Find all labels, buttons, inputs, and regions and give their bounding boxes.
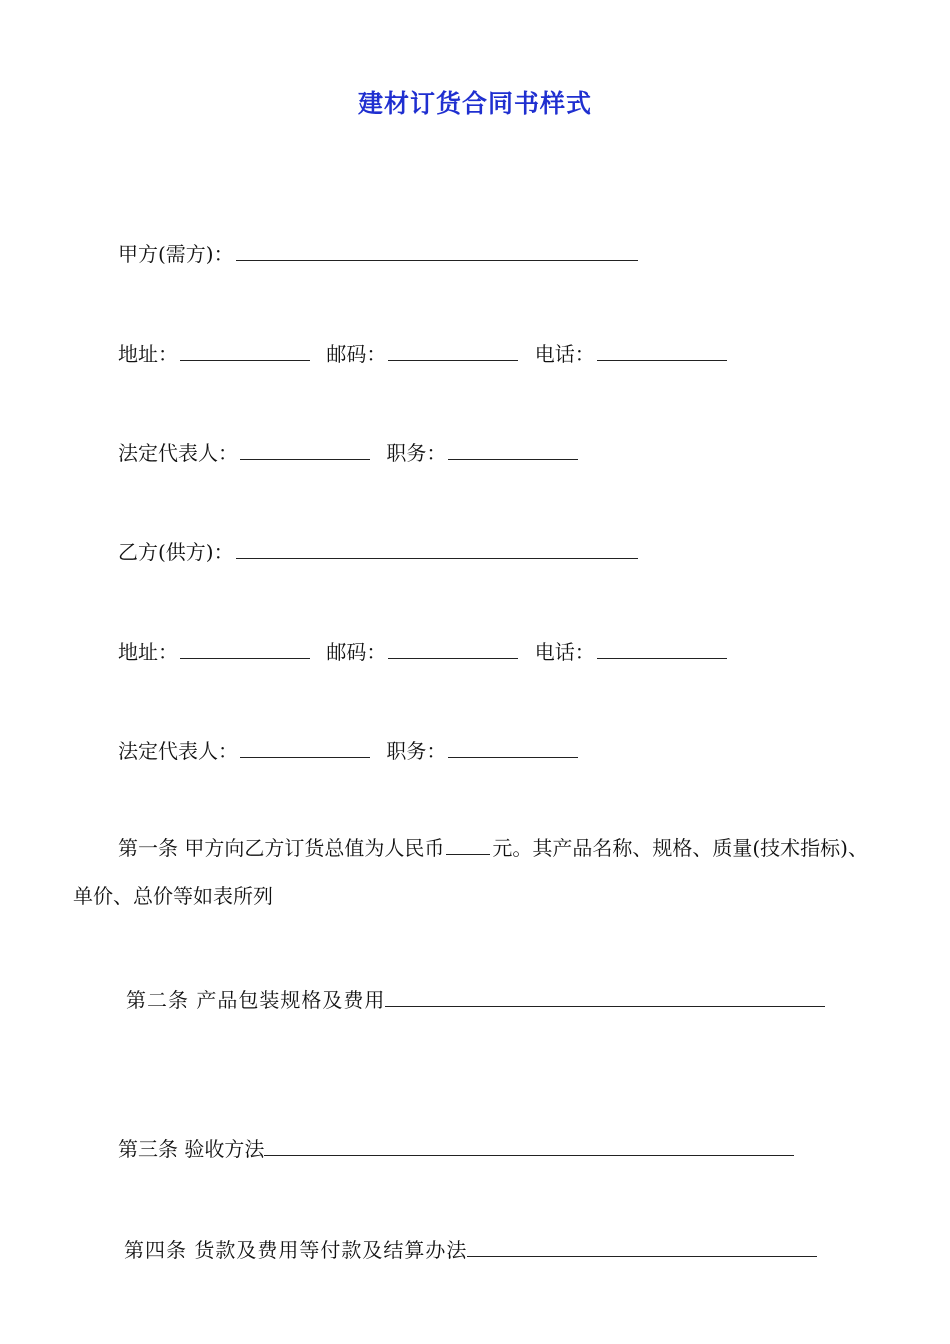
party-b-position-label: 职务： [386,739,447,763]
party-a-address-blank[interactable] [180,336,310,361]
article-4 [124,1232,821,1264]
party-b-address-blank[interactable] [180,634,310,659]
party-a-contact-line [118,336,731,368]
party-a-phone-label: 电话： [534,342,595,366]
party-a-blank[interactable] [236,236,638,261]
article-1-amount-blank[interactable] [446,832,490,855]
party-a-line [118,236,642,268]
party-a-phone-blank[interactable] [597,336,727,361]
party-b-position-blank[interactable] [448,733,578,758]
article-1-text-b: 元。其产品名称、规格、质量(技术指标)、单价、总价等如表所列 [73,836,868,908]
party-b-postcode-blank[interactable] [388,634,518,659]
article-4-label: 第四条 货款及费用等付款及结算办法 [124,1238,468,1262]
party-a-label: 甲方(需方)： [118,242,234,266]
article-4-blank[interactable] [467,1232,817,1257]
party-b-address-label: 地址： [118,640,178,664]
party-b-phone-label: 电话： [534,640,595,664]
party-b-rep-label: 法定代表人： [118,739,238,763]
party-a-address-label: 地址： [118,342,178,366]
party-b-contact-line [118,634,731,666]
party-a-postcode-label: 邮码： [326,342,387,366]
party-b-phone-blank[interactable] [597,634,727,659]
party-b-blank[interactable] [236,534,638,559]
party-a-position-label: 职务： [386,441,447,465]
article-3 [118,1131,798,1163]
article-3-label: 第三条 验收方法 [118,1137,265,1161]
article-2-label: 第二条 产品包装规格及费用 [126,988,386,1012]
party-a-position-blank[interactable] [448,435,578,460]
article-1-text-a: 第一条 甲方向乙方订货总值为人民币 [118,836,445,860]
party-a-rep-label: 法定代表人： [118,441,238,465]
party-a-rep-line [118,435,582,467]
article-3-blank[interactable] [264,1131,794,1156]
party-b-postcode-label: 邮码： [326,640,387,664]
party-a-postcode-blank[interactable] [388,336,518,361]
party-b-label: 乙方(供方)： [118,540,234,564]
party-a-rep-blank[interactable] [240,435,370,460]
document-title: 建材订货合同书样式 [357,89,592,118]
party-b-rep-line [118,733,582,765]
article-1 [73,824,883,920]
article-2-blank[interactable] [385,982,825,1007]
article-2 [126,982,829,1014]
party-b-rep-blank[interactable] [240,733,370,758]
party-b-line [118,534,642,566]
